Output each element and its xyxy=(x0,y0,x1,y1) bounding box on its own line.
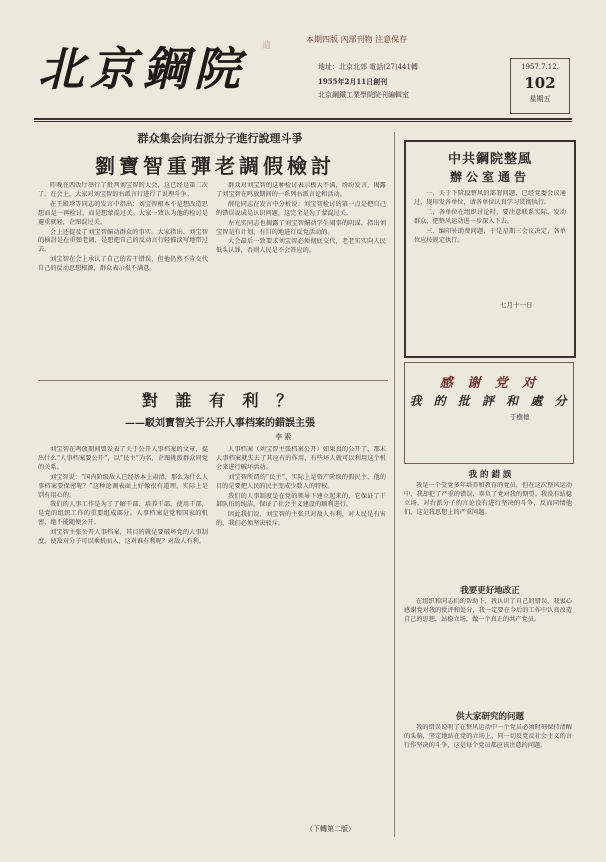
notice-item: 一、关于下阶段整风的部署问题，已经党委会议通过，现印发各单位，请各单位认真学习贯彻执行。 xyxy=(414,190,566,206)
issue-weekday: 星期五 xyxy=(529,95,551,103)
paragraph: 刘宝智在鸣放期间曾发表了关于公开人事档案的文章，提出什么“人事档案要公开”，以“民主”为名，企图挑拨群众同党的关系。 xyxy=(38,446,208,471)
paragraph: 人事档案（刘宝智主张档案公开）如果真的公开了，那末人事档案就失去了其应有的作用，有些坏人就可以利用这个机会来进行破坏活动。 xyxy=(216,446,386,471)
masthead-rule xyxy=(34,118,572,120)
stamp-mark: 遺 xyxy=(262,41,272,51)
paragraph: 刘宝智说：“国内阶级敌人已经基本上肃清，那么为什么人事档案要保密呢？”这种论调表面上好像很有道理，实际上是别有用心的。 xyxy=(38,473,208,499)
paragraph: 群众对刘宝智的这种检讨表示极大不满，纷纷发言，揭露了刘宝智在鸣放期间的一系列右派言论和活动。 xyxy=(216,182,386,198)
continued-note: （下轉第二版） xyxy=(306,825,355,833)
article2-body-right xyxy=(216,446,386,818)
article2-subtitle: ——駁刘寶智关于公开人事档案的錯誤主張 xyxy=(125,418,315,429)
notice-subtitle: 辦公室通告 xyxy=(449,170,530,184)
paragraph: 刘宝智在会上承认了自己的若干错误，但他仍然不肯交代自己的反动思想根源，群众表示很不满意。 xyxy=(38,256,208,273)
paragraph: 我们的人事制度是在党的领导下建立起来的，它保证了干部队伍的纯洁，保证了社会主义建设的顺利进行。 xyxy=(216,492,386,509)
notice-title: 中共鋼院整風 xyxy=(447,152,532,167)
masthead-rule-thin xyxy=(34,121,572,122)
paragraph: 因此我们说，刘宝智的主张只对敌人有利，对人民是有害的，我们必须坚决驳斥。 xyxy=(216,511,386,528)
issue-note: 本期四版 內部刊物 注意保存 xyxy=(306,35,408,44)
article2-author: 李 素 xyxy=(275,433,292,441)
section-divider xyxy=(38,380,388,381)
issue-date: 1957.7.12. xyxy=(521,63,559,71)
paragraph: 我是一个受党多年培养和教育的党员，但在这次整风运动中，我却犯了严重的错误，辜负了党对我的期望。我没有站稳立场，对右派分子的言论没有进行坚决的斗争，反而同情他们，这是我思想上的严重问题。 xyxy=(404,482,572,516)
section-body-errors xyxy=(404,482,572,578)
issue-number: 102 xyxy=(524,74,556,92)
paragraph: 会上还提及了刘宝智煽动群众的事实。大家指出，刘宝智的検討是在重弹老调，是想把自己的反动言行轻描淡写地带过去。 xyxy=(38,228,208,254)
paragraph: 在王殿珍等同志的发言中指出：刘宝智根本不是想改造思想而是一再检讨，而是想蒙混过关。大家一致认为他的检讨是避重就轻，企图混过关。 xyxy=(38,200,208,226)
publication-info xyxy=(318,62,508,101)
paragraph: 在组织和同志们的帮助下，我认识了自己的错误，我衷心感谢党对我的批评和处分，我一定要在今后的工作中认真改造自己的思想，站稳立场，做一个真正的共产党员。 xyxy=(404,598,572,623)
section-body-questions xyxy=(404,724,572,836)
paragraph: 昨晚在西饭厅举行了批判刘宝智的大会，这已经是第二次了。在会上，大家对刘宝智的右派言行进行了说理斗争。 xyxy=(38,182,208,198)
publisher-line: 北京鋼鐵工業學院院刊編輯室 xyxy=(318,91,409,99)
notice-item: 二、各单位在组织讨论时，要注意联系实际，发动群众，把整风运动进一步深入下去。 xyxy=(414,208,566,225)
date-box xyxy=(510,58,570,114)
ack-author: 于樹德 xyxy=(510,413,530,421)
paragraph: 大会最后一致要求刘宝智必须彻底交代，老老实实向人民低头认罪，否则人民是不会答应的。 xyxy=(216,238,386,255)
article1-body-left xyxy=(38,182,208,374)
masthead-title: 北京鋼院 xyxy=(38,42,246,96)
article1-headline: 劉寶智重彈老調假檢討 xyxy=(95,154,335,178)
section-title-questions: 供大家研究的问题 xyxy=(455,712,524,722)
article2-body-left xyxy=(38,446,208,826)
notice-signature: 七月十一日 xyxy=(500,301,533,309)
article1-body-right xyxy=(216,182,386,374)
ack-title: 感 谢 党 对 xyxy=(439,376,541,391)
paragraph: 我们的人事工作是为了了解干部、培养干部、使用干部，是党的组织工作的重要组成部分。人事档案是党和国家的机密，绝不能随便公开。 xyxy=(38,501,208,527)
founded-line: 1955年2月11日創刊 xyxy=(318,77,388,86)
section-body-correct xyxy=(404,598,572,704)
address-line: 地址：北京北郊 電話(27)441轉 xyxy=(318,63,418,71)
notice-body xyxy=(414,190,566,350)
section-title-errors: 我 的 錯 誤 xyxy=(468,470,512,480)
paragraph: 刘宝智所谓的“民主”，实际上是资产阶级的假民主，他的目的是要把人民的民主变成少数人的特权。 xyxy=(216,473,386,490)
paragraph: 薛伦同志在发言中分析说：刘宝智检讨的第一点是把自己的错误说成是认识问题，这完全是为了蒙混过关。 xyxy=(216,200,386,217)
article1-kicker: 群众集会向右派分子進行說理斗爭 xyxy=(137,132,303,145)
paragraph: 刘宝智主张公开人事档案，其目的就是要破坏党的人事制度，使敌对分子可以乘机而入，这对谁有利呢？对敌人有利。 xyxy=(38,529,208,546)
notice-item: 三、编印补助费问题，于是星期三会议决定，各单位应按规定执行。 xyxy=(414,227,566,244)
article2-headline: 對 誰 有 利 ？ xyxy=(141,391,299,410)
column-divider xyxy=(394,132,395,837)
paragraph: 左光实同志也揭露了刘宝智煽动学生闹事的阴谋，指出刘宝智是有计划、有目的地进行反党活动的。 xyxy=(216,219,386,236)
section-title-correct: 我要更好地改正 xyxy=(460,586,520,596)
paragraph: 我的错误说明了在整风运动中一个党员必须时刻保持清醒的头脑，坚定地站在党的立场上，同一切反党反社会主义的言行作坚决的斗争，这是每个党员都应该注意的问题。 xyxy=(404,724,572,749)
ack-subtitle: 我 的 批 評 和 處 分 xyxy=(409,394,571,408)
